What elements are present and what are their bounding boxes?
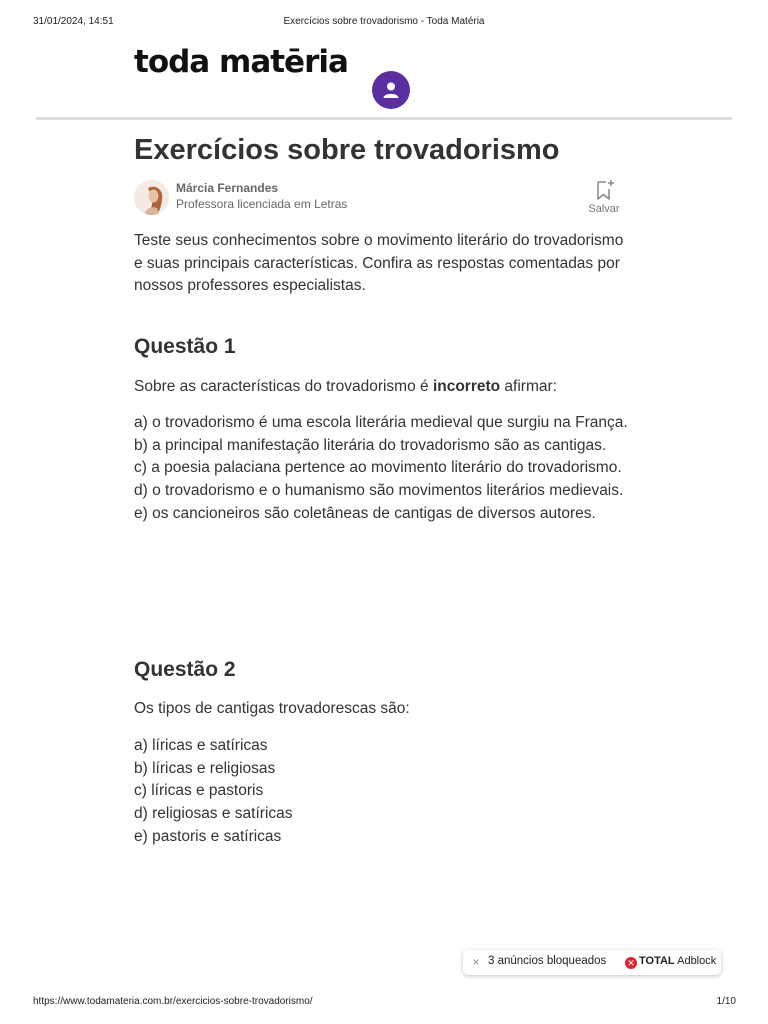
header-divider: [36, 117, 732, 120]
question-1-prompt-emphasis: incorreto: [432, 378, 501, 395]
question-1-prompt: [134, 376, 634, 399]
question-1-heading: Questão 1: [134, 335, 236, 358]
author-role: Professora licenciada em Letras: [176, 197, 348, 211]
bookmark-add-icon: [592, 178, 616, 202]
author-avatar: [134, 180, 169, 215]
author-photo-image: [134, 180, 169, 215]
save-button[interactable]: [584, 178, 624, 222]
question-1-option-d: d) o trovadorismo e o humanismo são movimentos literários medievais.: [134, 482, 624, 500]
article-intro: Teste seus conhecimentos sobre o movimento literário do trovadorismo e suas principais características. Confira as respostas comentadas por nossos professores especialistas.: [134, 232, 624, 294]
adblock-brand[interactable]: [625, 955, 716, 969]
print-page-number: 1/10: [716, 996, 736, 1007]
question-1-option-e: e) os cancioneiros são coletâneas de cantigas de diversos autores.: [134, 504, 596, 522]
question-2-heading: Questão 2: [134, 658, 236, 681]
question-1-option-b: b) a principal manifestação literária do trovadorismo são as cantigas.: [134, 436, 607, 454]
question-1-options: [134, 412, 634, 526]
adblock-brand-strong: TOTAL: [639, 955, 675, 967]
question-2-option-a: a) líricas e satíricas: [134, 737, 268, 754]
page-title: Exercícios sobre trovadorismo: [134, 134, 560, 166]
close-icon[interactable]: ×: [472, 955, 480, 969]
save-label: Salvar: [588, 203, 620, 215]
adblock-message: 3 anúncios bloqueados: [488, 955, 607, 967]
site-logo[interactable]: toda matēria: [134, 44, 348, 80]
question-2-options: [134, 735, 634, 849]
print-header: [0, 16, 768, 30]
question-1-prompt-end: afirmar:: [500, 378, 557, 395]
question-1-option-c: c) a poesia palaciana pertence ao movimento literário do trovadorismo.: [134, 459, 622, 477]
question-1-prompt-start: Sobre as características do trovadorismo é: [134, 378, 433, 395]
adblock-logo-icon: ✕: [625, 957, 637, 969]
question-2-option-c: c) líricas e pastoris: [134, 782, 264, 800]
adblock-brand-rest: Adblock: [677, 955, 717, 967]
user-icon: [381, 80, 401, 100]
question-2-option-e: e) pastoris e satíricas: [134, 827, 282, 845]
print-datetime: 31/01/2024, 14:51: [33, 16, 114, 27]
user-account-button[interactable]: [372, 71, 410, 109]
question-2-prompt: Os tipos de cantigas trovadorescas são:: [134, 700, 410, 717]
print-footer: [0, 996, 768, 1010]
print-document-title: Exercícios sobre trovadorismo - Toda Matéria: [283, 16, 485, 27]
print-url: https://www.todamateria.com.br/exercicios-sobre-trovadorismo/: [33, 996, 313, 1007]
question-2-option-d: d) religiosas e satíricas: [134, 805, 293, 823]
author-name[interactable]: Márcia Fernandes: [176, 181, 279, 195]
question-2-option-b: b) líricas e religiosas: [134, 759, 276, 777]
question-1-option-a: a) o trovadorismo é uma escola literária medieval que surgiu na França.: [134, 414, 628, 431]
adblock-toast: [463, 950, 721, 975]
